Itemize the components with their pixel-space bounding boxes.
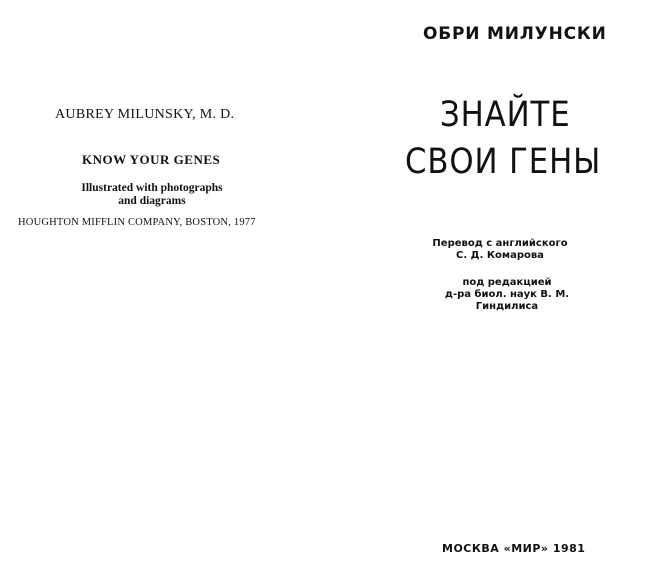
editor-name: д-ра биол. наук В. М. Гиндилиса (444, 289, 570, 312)
translator-name: С. Д. Комарова (456, 250, 544, 261)
english-author-name: AUBREY MILUNSKY, M. D. (55, 107, 235, 122)
russian-editor-credit (412, 277, 602, 313)
russian-title-line-2: СВОИ ГЕНЫ (405, 142, 602, 182)
illustration-note-line-1: Illustrated with photographs (81, 182, 223, 194)
editor-line-1: под редакцией (462, 277, 552, 288)
english-illustration-note (62, 182, 242, 208)
illustration-note-line-2: and diagrams (118, 195, 186, 207)
english-book-title: KNOW YOUR GENES (82, 152, 221, 167)
translation-line-1: Перевод с английского (432, 238, 568, 249)
russian-publisher-imprint: МОСКВА «МИР» 1981 (442, 542, 586, 555)
english-publisher-line: HOUGHTON MIFFLIN COMPANY, BOSTON, 1977 (18, 217, 256, 228)
russian-author-name: ОБРИ МИЛУНСКИ (423, 24, 607, 44)
russian-title-line-1: ЗНАЙТЕ (440, 95, 571, 135)
russian-translation-credit (430, 238, 570, 262)
